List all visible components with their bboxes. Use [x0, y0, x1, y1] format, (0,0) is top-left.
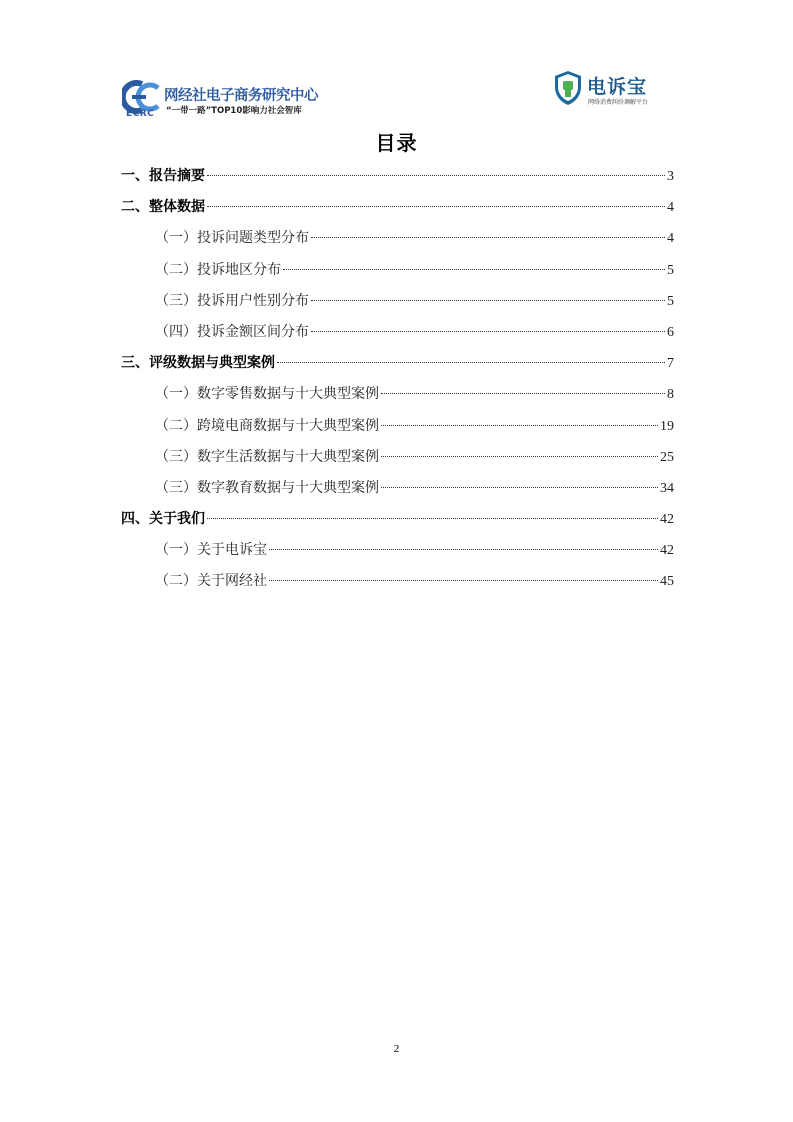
toc-entry-label: （一）数字零售数据与十大典型案例 — [155, 386, 379, 403]
toc-entry-page: 45 — [660, 574, 674, 590]
toc-entry-page: 5 — [667, 293, 674, 309]
dot-leader — [269, 549, 658, 550]
toc-entry[interactable] — [121, 352, 674, 383]
toc-entry-label: （三）数字生活数据与十大典型案例 — [155, 448, 379, 465]
toc-entry-page: 19 — [660, 418, 674, 434]
toc-entry[interactable] — [121, 415, 674, 446]
dot-leader — [277, 362, 665, 363]
dot-leader — [207, 175, 665, 176]
toc-entry[interactable] — [121, 259, 674, 290]
ecrc-mark-text: ECRC — [126, 109, 155, 119]
toc-entry[interactable] — [121, 165, 674, 196]
toc-title: 目录 — [375, 131, 418, 155]
toc-entry[interactable] — [121, 196, 674, 227]
toc-entry-label: （三）投诉用户性别分布 — [155, 292, 309, 309]
toc-entry-label: 三、评级数据与典型案例 — [121, 355, 275, 372]
dot-leader — [283, 269, 665, 270]
dot-leader — [381, 393, 665, 394]
toc-entry-page: 42 — [660, 543, 674, 559]
toc-entry-page: 4 — [667, 200, 674, 216]
dot-leader — [207, 518, 658, 519]
page-number: 2 — [393, 1043, 400, 1055]
toc-entry-label: （一）投诉问题类型分布 — [155, 230, 309, 247]
dianshubao-logo — [553, 70, 668, 110]
toc-entry-label: 一、报告摘要 — [121, 168, 205, 184]
toc-entry-page: 8 — [667, 387, 674, 403]
toc-entry[interactable] — [121, 383, 674, 414]
toc-entry[interactable] — [121, 539, 674, 570]
shield-fist-icon — [553, 70, 583, 106]
toc-entry-label: 四、关于我们 — [121, 511, 205, 528]
toc-entry-label: （二）投诉地区分布 — [155, 261, 281, 278]
toc-entry[interactable] — [121, 321, 674, 352]
dot-leader — [381, 425, 658, 426]
toc-entry[interactable] — [121, 508, 674, 539]
toc-entry-page: 5 — [667, 262, 674, 278]
dot-leader — [311, 300, 665, 301]
toc-entry-label: （三）数字教育数据与十大典型案例 — [155, 479, 379, 496]
toc-entry-page: 25 — [660, 449, 674, 465]
org-tagline: “一带一路”TOP10影响力社会智库 — [166, 106, 302, 116]
toc-entry[interactable] — [121, 290, 674, 321]
org-name: 网经社电子商务研究中心 — [164, 88, 318, 104]
dot-leader — [207, 206, 665, 207]
toc-entry-label: 二、整体数据 — [121, 199, 205, 216]
dot-leader — [381, 456, 658, 457]
toc-entry-page: 6 — [667, 324, 674, 340]
ecrc-logo — [122, 80, 337, 120]
dot-leader — [269, 580, 658, 581]
toc-entry-label: （四）投诉金额区间分布 — [155, 323, 309, 340]
table-of-contents — [121, 165, 674, 602]
toc-entry-page: 3 — [667, 169, 674, 184]
dot-leader — [311, 331, 665, 332]
toc-entry-page: 7 — [667, 356, 674, 372]
toc-entry-page: 4 — [667, 231, 674, 247]
toc-entry[interactable] — [121, 570, 674, 601]
toc-entry-page: 42 — [660, 512, 674, 528]
toc-entry[interactable] — [121, 227, 674, 258]
brand-subtitle: 网络消费纠纷调解平台 — [588, 99, 649, 106]
dot-leader — [311, 237, 665, 238]
toc-entry-label: （一）关于电诉宝 — [155, 542, 267, 559]
toc-entry[interactable] — [121, 446, 674, 477]
toc-entry[interactable] — [121, 477, 674, 508]
dot-leader — [381, 487, 658, 488]
brand-name: 电诉宝 — [587, 76, 648, 98]
toc-entry-page: 34 — [660, 480, 674, 496]
toc-entry-label: （二）关于网经社 — [155, 573, 267, 590]
toc-entry-label: （二）跨境电商数据与十大典型案例 — [155, 417, 379, 434]
